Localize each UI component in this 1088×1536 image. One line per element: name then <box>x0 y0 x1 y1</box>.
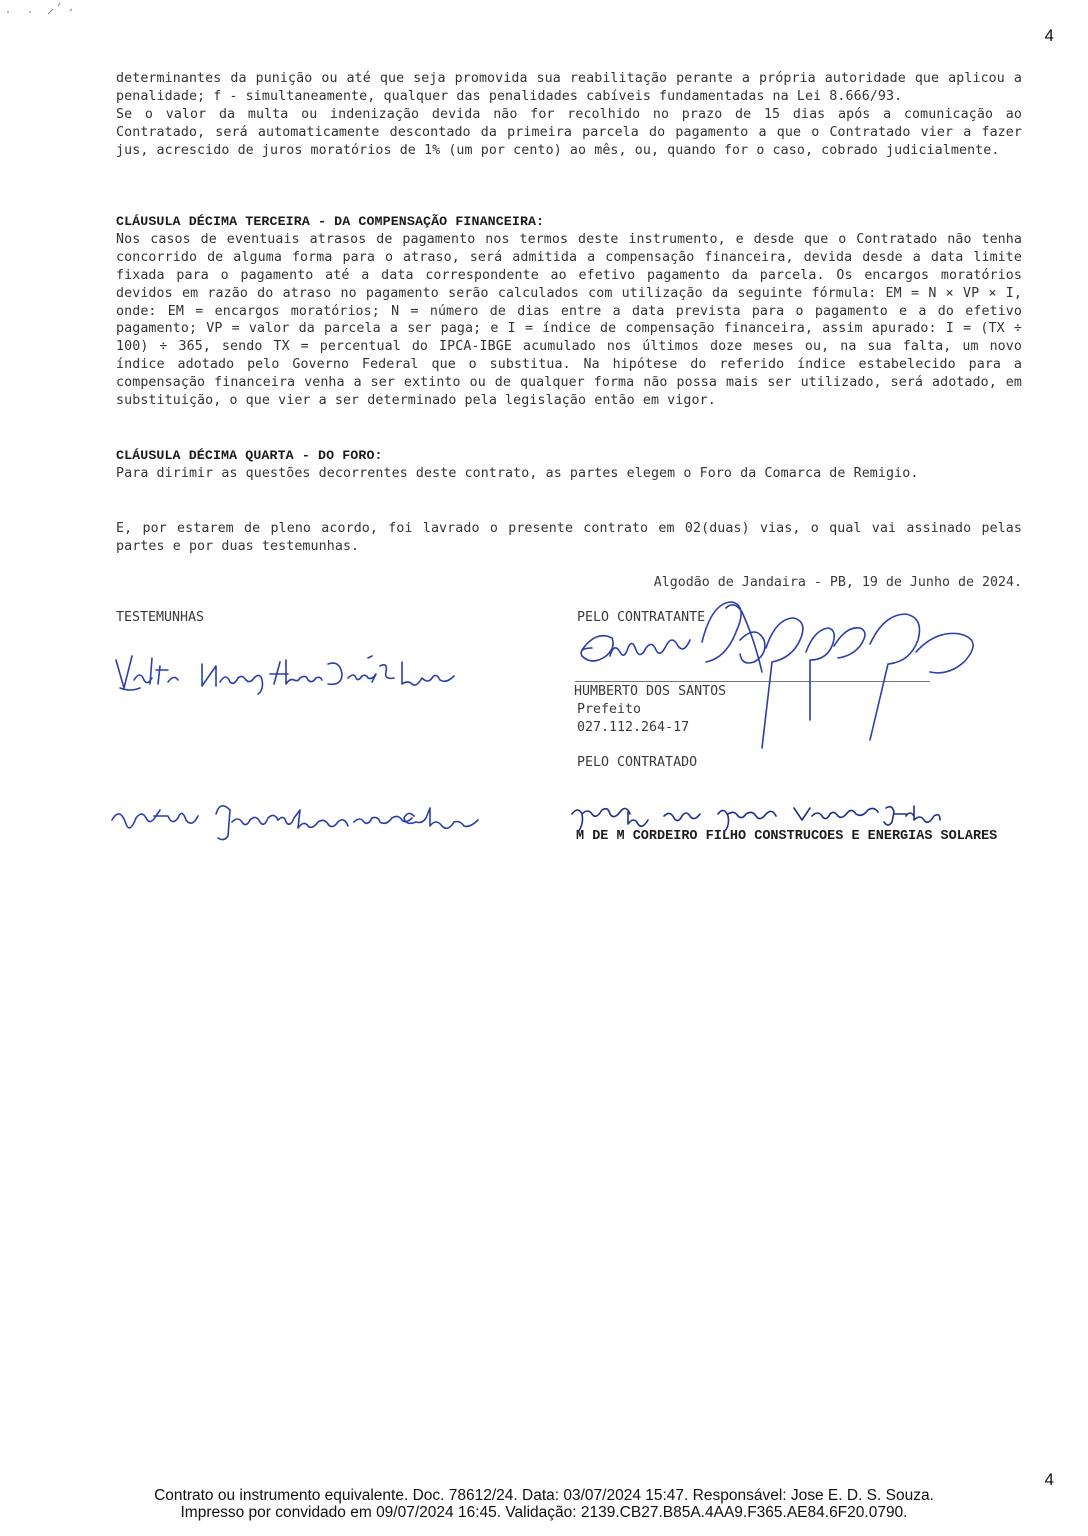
clause-14-title: CLÁUSULA DÉCIMA QUARTA - DO FORO: <box>116 448 383 463</box>
clause-14-text: Para dirimir as questões decorrentes deste contrato, as partes elegem o Foro da Comarca de Remigio. <box>116 465 919 481</box>
contratante-label: PELO CONTRATANTE <box>577 610 706 625</box>
contratante-cpf: 027.112.264-17 <box>577 720 690 735</box>
closing-statement <box>116 520 1022 556</box>
clause-13-text: Nos casos de eventuais atrasos de pagamento nos termos deste instrumento, e desde que o Contratado não tenha concorrido de alguma forma para o atraso, será admitida a compensação financeira, devida desde a data limite fixada para o pagamento até a data correspondente ao efetivo pagamento da parcela. Os encargos moratórios devidos em razão do atraso no pagamento serão calculados com utilização da seguinte fórmula: EM = N × VP × I, onde: EM = encargos moratórios; N = número de dias entre a data prevista para o pagamento e a do efetivo pagamento; VP = valor da parcela a ser paga; e I = índice de compensação financeira, assim apurado: I = (TX ÷ 100) ÷ 365, sendo TX = percentual do IPCA-IBGE acumulado nos últimos doze meses ou, na sua falta, um novo índice adotado pelo Governo Federal que o substitua. Na hipótese do referido índice estabelecido para a compensação financeira venha a ser extinto ou de qualquer forma não possa mais ser utilizado, será adotado, em substituição, o que vier a ser determinado pela legislação então em vigor. <box>116 231 1022 409</box>
witness-1-signature <box>110 648 480 698</box>
contratado-label: PELO CONTRATADO <box>577 755 698 770</box>
footer-document-info: Contrato ou instrumento equivalente. Doc. 78612/24. Data: 03/07/2024 15:47. Responsável: Jose E. D. S. Souza. <box>154 1487 934 1504</box>
contratante-name: HUMBERTO DOS SANTOS <box>574 684 727 699</box>
contratante-signature <box>570 600 1000 750</box>
clause-13 <box>116 213 1022 410</box>
contratado-signature <box>568 800 948 834</box>
clause-13-title: CLÁUSULA DÉCIMA TERCEIRA - DA COMPENSAÇÃO FINANCEIRA: <box>116 214 545 229</box>
witness-2-signature <box>108 796 488 842</box>
clause-14 <box>116 447 1022 483</box>
witnesses-label: TESTEMUNHAS <box>116 610 205 625</box>
body-paragraphs <box>116 70 1022 160</box>
contratado-name: M DE M CORDEIRO FILHO CONSTRUCOES E ENERGIAS SOLARES <box>576 829 998 844</box>
page-number: 4 <box>1044 26 1054 45</box>
scan-marks <box>0 0 90 24</box>
contratante-role: Prefeito <box>577 702 642 717</box>
page-number-bottom: 4 <box>1044 1470 1054 1489</box>
paragraph-penalties: determinantes da punição ou até que seja promovida sua reabilitação perante a própria autoridade que aplicou a penalidade; f - simultaneamente, qualquer das penalidades cabíveis fundamentadas na Lei 8.666/93. <box>116 71 1022 104</box>
closing-text: E, por estarem de pleno acordo, foi lavrado o presente contrato em 02(duas) vias, o qual vai assinado pelas partes e por duas testemunhas. <box>116 521 1022 554</box>
place-and-date: Algodão de Jandaira - PB, 19 de Junho de 2024. <box>653 575 1022 590</box>
footer-validation-info: Impresso por convidado em 09/07/2024 16:45. Validação: 2139.CB27.B85A.4AA9.F365.AE84.6F20.0790. <box>180 1504 908 1521</box>
paragraph-fine-payment: Se o valor da multa ou indenização devida não for recolhido no prazo de 15 dias após a comunicação ao Contratado, será automaticamente descontado da primeira parcela do pagamento a que o Contratado vier a fazer jus, acrescido de juros moratórios de 1% (um por cento) ao mês, ou, quando for o caso, cobrado judicialmente. <box>116 106 1022 158</box>
